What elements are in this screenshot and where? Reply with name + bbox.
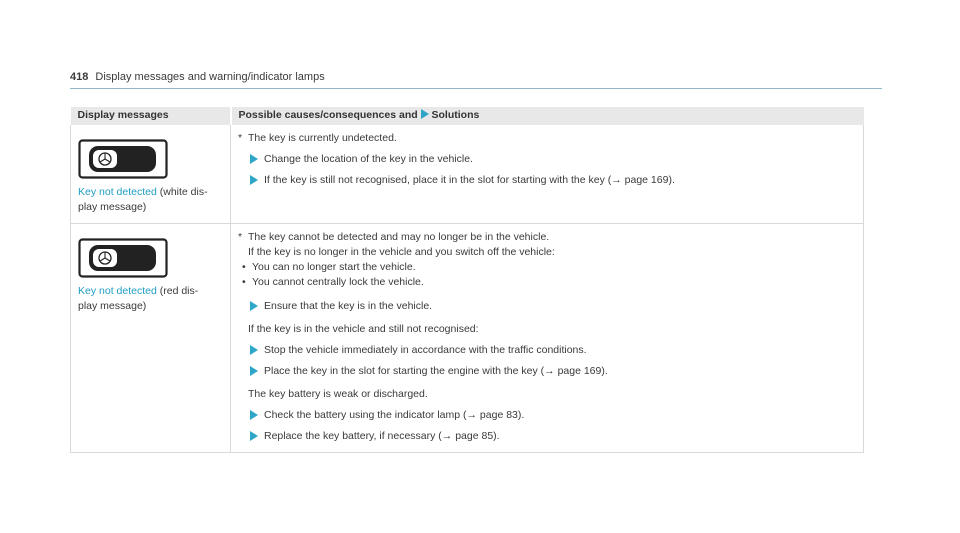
- table-row: [71, 224, 864, 453]
- column-header-solutions-text: Solutions: [431, 109, 480, 121]
- display-messages-table: [70, 107, 864, 453]
- table-row: [71, 125, 864, 224]
- key-icon: [78, 238, 168, 278]
- page-header-title: Display messages and warning/indicator lamps: [95, 71, 325, 83]
- column-header-causes-solutions: [231, 107, 864, 125]
- page-header: [70, 70, 882, 84]
- key-icon: [78, 139, 168, 179]
- bullet-item: • You can no longer start the vehicle.: [238, 260, 856, 275]
- causes-solutions-cell: * The key is currently undetected. Change the location of the key in the vehicle. If the key is still not recognised, place it in the slot for starting with the key (→ page 169).: [231, 125, 864, 224]
- solution-step: Change the location of the key in the vehicle.: [238, 152, 856, 167]
- column-header-causes-text: Possible causes/consequences and: [238, 109, 418, 121]
- play-arrow-icon: [250, 366, 258, 376]
- solution-step: Replace the key battery, if necessary (→ page 85).: [238, 429, 856, 444]
- solution-step: Stop the vehicle immediately in accordance with the traffic conditions.: [238, 343, 856, 358]
- cause-text: The key cannot be detected and may no longer be in the vehicle.: [248, 231, 550, 243]
- message-key-not-detected-red: Key not detected: [78, 285, 157, 297]
- play-arrow-icon: [421, 109, 429, 119]
- message-type-text-cont: play message): [78, 300, 147, 312]
- message-type-text-cont: play message): [78, 201, 147, 213]
- play-arrow-icon: [250, 301, 258, 311]
- play-arrow-icon: [250, 410, 258, 420]
- bullet-item: • You cannot centrally lock the vehicle.: [238, 275, 856, 290]
- page-number: 418: [70, 71, 89, 83]
- solution-step: If the key is still not recognised, place it in the slot for starting with the key (→ page 169).: [238, 173, 856, 188]
- message-key-not-detected-white: Key not detected: [78, 186, 157, 198]
- play-arrow-icon: [250, 345, 258, 355]
- message-type-text: (red dis-: [159, 285, 199, 297]
- header-rule: [70, 88, 882, 89]
- solution-step: Ensure that the key is in the vehicle.: [238, 299, 856, 314]
- display-message-cell: [71, 125, 231, 224]
- condition-text: The key battery is weak or discharged.: [248, 388, 428, 400]
- table-header-row: [71, 107, 864, 125]
- column-header-display-messages: Display messages: [71, 107, 231, 125]
- play-arrow-icon: [250, 175, 258, 185]
- cause-text: The key is currently undetected.: [248, 132, 397, 144]
- solution-step: Place the key in the slot for starting the engine with the key (→ page 169).: [238, 364, 856, 379]
- causes-solutions-cell: * The key cannot be detected and may no longer be in the vehicle. If the key is no longer in the vehicle and you switch off the vehicle: • You can no longer start the vehicle. • You cannot centrally lock the vehicle. Ensure that the key is in the vehicle. If the key is in the vehicle and still not recognised: Stop the vehicle immediately in accordance with the traffic conditions. Place the key in the slot for starting the engine with the key (→ page 169). The key battery is weak or discharged. Check the battery using the indicator lamp (→ page 83). Replace the key battery, if necessary (→ page 85).: [231, 224, 864, 453]
- message-type-text: (white dis-: [159, 186, 208, 198]
- solution-step: Check the battery using the indicator lamp (→ page 83).: [238, 408, 856, 423]
- play-arrow-icon: [250, 431, 258, 441]
- condition-text: If the key is in the vehicle and still not recognised:: [248, 323, 479, 335]
- play-arrow-icon: [250, 154, 258, 164]
- display-message-cell: [71, 224, 231, 453]
- condition-text: If the key is no longer in the vehicle and you switch off the vehicle:: [248, 246, 555, 258]
